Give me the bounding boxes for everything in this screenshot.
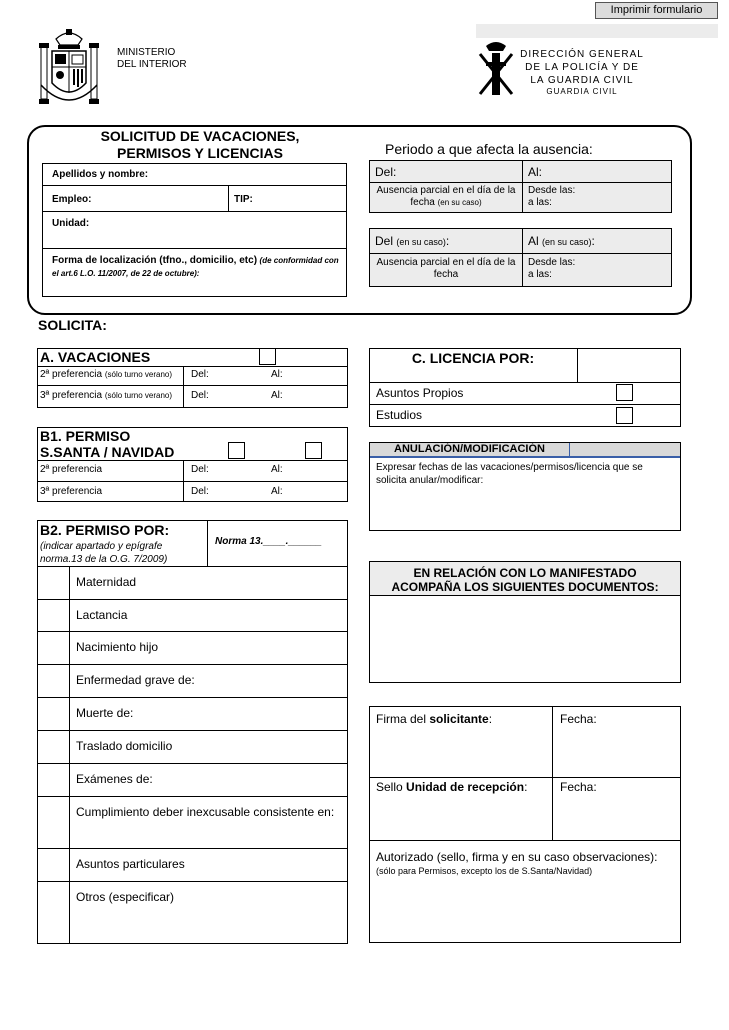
forma-label: Forma de localización (tfno., domicilio, etc) <box>52 255 258 266</box>
norma-field[interactable]: Norma 13.____.______ <box>215 536 322 547</box>
vac-pref2: 2ª preferencia (sólo turno verano) <box>40 369 173 380</box>
b2-item-row[interactable]: Otros (especificar) <box>76 890 175 904</box>
licencia-item-estudios: Estudios <box>376 408 423 422</box>
vac-pref3: 3ª preferencia (sólo turno verano) <box>40 390 173 401</box>
alas-2-label: a las: <box>528 269 552 280</box>
vacaciones-title: A. VACACIONES <box>40 349 151 365</box>
vac-pref3-del[interactable]: Del: <box>191 390 209 401</box>
header-gray-bar <box>476 24 718 38</box>
licencia-estudios-checkbox[interactable] <box>616 407 633 424</box>
alas-1-label: a las: <box>528 197 552 208</box>
b1-title-line2: S.SANTA / NAVIDAD <box>40 444 175 460</box>
b2-item-row[interactable]: Enfermedad grave de: <box>76 673 195 687</box>
b2-item-row[interactable]: Maternidad <box>76 575 137 589</box>
b2-item-row[interactable]: Exámenes de: <box>76 772 153 786</box>
b2-title: B2. PERMISO POR: <box>40 522 170 538</box>
b2-item-row[interactable]: Muerte de: <box>76 706 134 720</box>
b1-pref3: 3ª preferencia <box>40 486 103 497</box>
anulacion-text[interactable]: Expresar fechas de las vacaciones/permisos/licencia que se solicita anular/modificar: <box>376 462 643 486</box>
form-title-line2: PERMISOS Y LICENCIAS <box>117 145 283 161</box>
parcial-2-label: Ausencia parcial en el día de la <box>376 257 516 268</box>
empleo-field[interactable]: Empleo: <box>52 194 92 205</box>
b2-item-row[interactable]: Lactancia <box>76 608 128 622</box>
b1-pref3-al[interactable]: Al: <box>271 486 283 497</box>
b1-navidad-checkbox[interactable] <box>305 442 322 459</box>
vacaciones-checkbox[interactable] <box>259 348 276 365</box>
b1-santa-checkbox[interactable] <box>228 442 245 459</box>
autorizado-note: (sólo para Permisos, excepto los de S.Santa/Navidad) <box>376 866 593 876</box>
periodo-del2-field[interactable]: Del (en su caso): <box>375 234 450 248</box>
sello-label: Sello Unidad de recepción: <box>376 780 528 794</box>
form-title-line1: SOLICITUD DE VACACIONES, <box>100 128 300 144</box>
licencia-asuntos-checkbox[interactable] <box>616 384 633 401</box>
direccion-line4: GUARDIA CIVIL <box>546 87 618 96</box>
desde-1-label: Desde las: <box>528 185 576 196</box>
licencia-item-asuntos: Asuntos Propios <box>376 386 464 400</box>
forma-note: (de conformidad con el art.6 L.O. 11/2007, de 22 de octubre): <box>52 256 339 278</box>
parcial-2-field[interactable] <box>372 257 520 281</box>
solicita-heading: SOLICITA: <box>38 317 107 333</box>
b2-item-row[interactable]: Nacimiento hijo <box>76 640 159 654</box>
desde-2-label: Desde las: <box>528 257 576 268</box>
periodo-title: Periodo a que afecta la ausencia: <box>385 141 593 157</box>
print-button[interactable]: Imprimir formulario <box>595 2 718 19</box>
autorizado-label: Autorizado (sello, firma y en su caso observaciones): <box>376 850 658 864</box>
periodo-al-field[interactable]: Al: <box>528 165 543 179</box>
parcial-2-fecha: fecha <box>433 269 459 280</box>
unidad-field[interactable]: Unidad: <box>52 218 90 229</box>
b1-pref2-del[interactable]: Del: <box>191 464 209 475</box>
forma-localizacion-field[interactable] <box>52 254 344 280</box>
b1-pref2-al[interactable]: Al: <box>271 464 283 475</box>
b2-item-row[interactable]: Asuntos particulares <box>76 857 185 871</box>
b2-item-row[interactable]: Traslado domicilio <box>76 739 173 753</box>
coat-of-arms-icon <box>38 25 100 117</box>
apellidos-field[interactable]: Apellidos y nombre: <box>52 169 149 180</box>
sello-fecha[interactable]: Fecha: <box>560 780 597 794</box>
vac-pref2-al[interactable]: Al: <box>271 369 283 380</box>
documentos-line1: EN RELACIÓN CON LO MANIFESTADO <box>413 566 637 580</box>
b1-title-line1: B1. PERMISO <box>40 428 131 444</box>
direccion-line1: DIRECCIÓN GENERAL <box>520 49 644 60</box>
ministry-line1: MINISTERIO <box>117 47 176 58</box>
b2-item-row[interactable]: Cumplimiento deber inexcusable consistente en: <box>76 805 335 819</box>
periodo-del-field[interactable]: Del: <box>375 165 397 179</box>
b2-note-line2: norma.13 de la O.G. 7/2009) <box>40 554 168 565</box>
parcial-1-fecha: fecha (en su caso) <box>410 197 482 208</box>
vac-pref3-al[interactable]: Al: <box>271 390 283 401</box>
b1-pref2: 2ª preferencia <box>40 464 103 475</box>
b1-pref3-del[interactable]: Del: <box>191 486 209 497</box>
licencia-title: C. LICENCIA POR: <box>411 350 535 366</box>
desde-1-field[interactable] <box>528 185 575 209</box>
direccion-line2: DE LA POLICÍA Y DE <box>525 62 639 73</box>
anulacion-title: ANULACIÓN/MODIFICACIÓN <box>370 443 570 458</box>
guardia-civil-emblem-icon <box>476 40 516 98</box>
firma-label: Firma del solicitante: <box>376 712 493 726</box>
periodo-al2-field[interactable]: Al (en su caso): <box>528 234 595 248</box>
parcial-1-label: Ausencia parcial en el día de la <box>376 185 516 196</box>
firma-fecha[interactable]: Fecha: <box>560 712 597 726</box>
parcial-1-field[interactable] <box>372 185 520 209</box>
documentos-line2: ACOMPAÑA LOS SIGUIENTES DOCUMENTOS: <box>391 580 659 594</box>
direccion-line3: LA GUARDIA CIVIL <box>530 75 634 86</box>
tip-field[interactable]: TIP: <box>234 194 253 205</box>
vac-pref2-del[interactable]: Del: <box>191 369 209 380</box>
b2-note-line1: (indicar apartado y epígrafe <box>40 541 163 552</box>
ministry-line2: DEL INTERIOR <box>117 59 187 70</box>
desde-2-field[interactable] <box>528 257 575 281</box>
